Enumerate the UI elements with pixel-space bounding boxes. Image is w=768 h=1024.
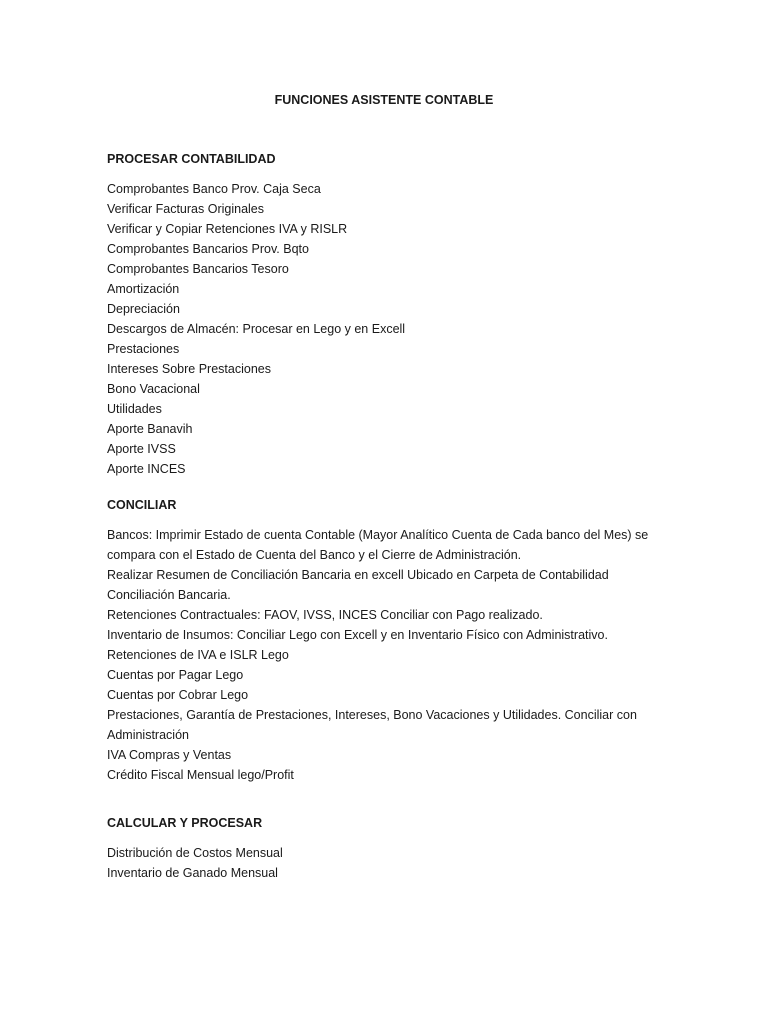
list-item: Verificar Facturas Originales (107, 202, 265, 216)
section-procesar-contabilidad (107, 151, 667, 479)
list-item: Distribución de Costos Mensual (107, 846, 283, 860)
list-item: Retenciones Contractuales: FAOV, IVSS, INCES Conciliar con Pago realizado. (107, 608, 543, 622)
list-item: Prestaciones (107, 342, 180, 356)
list-item: Inventario de Insumos: Conciliar Lego con Excell y en Inventario Físico con Administrativo. (107, 628, 608, 642)
list-item: Administración (107, 728, 189, 742)
section-conciliar (107, 497, 667, 785)
section-item-list (107, 843, 667, 883)
list-item: Amortización (107, 282, 180, 296)
section-heading: PROCESAR CONTABILIDAD (107, 152, 276, 166)
list-item: Aporte Banavih (107, 422, 193, 436)
list-item: Intereses Sobre Prestaciones (107, 362, 271, 376)
list-item: Crédito Fiscal Mensual lego/Profit (107, 768, 294, 782)
list-item: Depreciación (107, 302, 180, 316)
section-item-list (107, 525, 667, 785)
list-item: Aporte IVSS (107, 442, 176, 456)
list-item: Bono Vacacional (107, 382, 200, 396)
section-calcular-y-procesar (107, 815, 667, 883)
list-item: Comprobantes Bancarios Prov. Bqto (107, 242, 309, 256)
list-item: Aporte INCES (107, 462, 186, 476)
section-item-list (107, 179, 667, 479)
list-item: Verificar y Copiar Retenciones IVA y RISLR (107, 222, 348, 236)
list-item: Utilidades (107, 402, 162, 416)
list-item: Retenciones de IVA e ISLR Lego (107, 648, 289, 662)
list-item: IVA Compras y Ventas (107, 748, 232, 762)
list-item: Inventario de Ganado Mensual (107, 866, 278, 880)
document-title: FUNCIONES ASISTENTE CONTABLE (274, 93, 494, 107)
list-item: Bancos: Imprimir Estado de cuenta Contable (Mayor Analítico Cuenta de Cada banco del Mes) se (107, 528, 649, 542)
list-item: Prestaciones, Garantía de Prestaciones, Intereses, Bono Vacaciones y Utilidades. Conciliar con (107, 708, 637, 722)
list-item: Descargos de Almacén: Procesar en Lego y en Excell (107, 322, 406, 336)
list-item: Conciliación Bancaria. (107, 588, 231, 602)
list-item: Comprobantes Bancarios Tesoro (107, 262, 289, 276)
section-heading: CALCULAR Y PROCESAR (107, 816, 263, 830)
list-item: Cuentas por Pagar Lego (107, 668, 244, 682)
list-item: Realizar Resumen de Conciliación Bancaria en excell Ubicado en Carpeta de Contabilidad (107, 568, 609, 582)
list-item: Cuentas por Cobrar Lego (107, 688, 249, 702)
list-item: Comprobantes Banco Prov. Caja Seca (107, 182, 321, 196)
list-item: compara con el Estado de Cuenta del Banco y el Cierre de Administración. (107, 548, 522, 562)
section-heading: CONCILIAR (107, 498, 177, 512)
